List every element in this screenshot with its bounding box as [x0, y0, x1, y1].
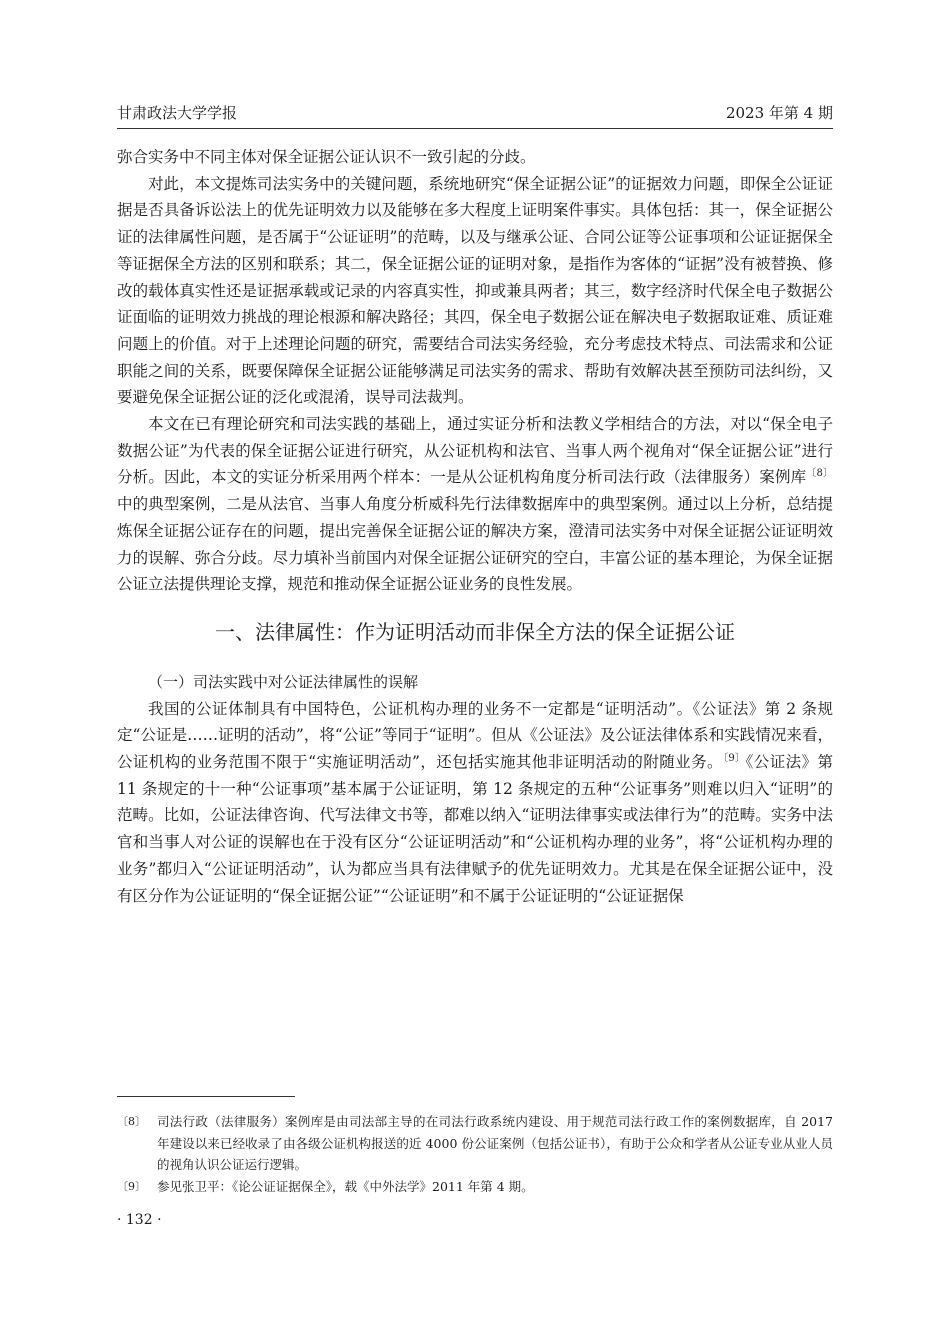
footnote-mark: 〔8〕	[117, 1115, 146, 1128]
paragraph-text: 《公证法》第 11 条规定的十一种“公证事项”基本属于公证证明，第 12 条规定的五种“公证事务”则难以归入“证明”的范畴。比如，公证法律咨询、代写法律文书等，都难以纳入“证明法律事实或法律行为”的范畴。实务中法官和当事人对公证的误解也在于没有区分“公证证明活动”和“公证机构办理的业务”，将“公证机构办理的业务”都归入“公证证明活动”，认为都应当具有法律赋予的优先证明效力。尤其是在保全证据公证中，没有区分作为公证证明的“保全证据公证”“公证证明”和不属于公证证明的“公证证据保	[117, 753, 833, 905]
footnote-divider	[117, 1096, 295, 1097]
journal-title: 甘肃政法大学学报	[117, 104, 238, 122]
issue-label: 2023 年第 4 期	[725, 104, 833, 122]
page-number: · 132 ·	[117, 1212, 162, 1228]
footnote-text: 司法行政（法律服务）案例库是由司法部主导的在司法行政系统内建设、用于规范司法行政工作的案例数据库，自 2017 年建设以来已经收录了由各级公证机构报送的近 4000 份公证案例（包括公证书），有助于公众和学者从公证专业从业人员的视角认识公证运行逻辑。	[157, 1114, 833, 1172]
paragraph-research-scope: 对此，本文提炼司法实务中的关键问题，系统地研究“保全证据公证”的证据效力问题，即保全公证证据是否具备诉讼法上的优先证明效力以及能够在多大程度上证明案件事实。具体包括：其一，保全证据公证的法律属性问题，是否属于“公证证明”的范畴，以及与继承公证、合同公证等公证事项和公证证据保全等证据保全方法的区别和联系；其二，保全证据公证的证明对象，是指作为客体的“证据”没有被替换、修改的载体真实性还是证据承载或记录的内容真实性，抑或兼具两者；其三，数字经济时代保全电子数据公证面临的证明效力挑战的理论根源和解决路径；其四，保全电子数据公证在解决电子数据取证难、质证难问题上的价值。对于上述理论问题的研究，需要结合司法实务经验，充分考虑技术特点、司法需求和公证职能之间的关系，既要保障保全证据公证能够满足司法实务的需求、帮助有效解决甚至预防司法纠纷，又要避免保全证据公证的泛化或混淆，误导司法裁判。	[117, 174, 833, 407]
footnote-mark: 〔9〕	[117, 1179, 146, 1193]
paragraph-notary-system	[117, 696, 833, 910]
footnote-reference[interactable]: 〔8〕	[806, 468, 833, 480]
running-header	[117, 102, 833, 129]
footnote-text: 参见张卫平：《论公证证据保全》，载《中外法学》2011 年第 4 期。	[157, 1178, 534, 1194]
paragraph-text: 中的典型案例，二是从法官、当事人角度分析威科先行法律数据库中的典型案例。通过以上分析，总结提炼保全证据公证存在的问题，提出完善保全证据公证的解决方案，澄清司法实务中对保全证据公证证明效力的误解、弥合分歧。尽力填补当前国内对保全证据公证研究的空白，丰富公证的基本理论，为保全证据公证立法提供理论支撑，规范和推动保全证据公证业务的良性发展。	[117, 495, 833, 594]
footnote-item	[117, 1111, 833, 1176]
footnotes	[117, 1111, 833, 1197]
paragraph-text: 我国的公证体制具有中国特色，公证机构办理的业务不一定都是“证明活动”。《公证法》第 2 条规定“公证是……证明的活动”，将“公证”等同于“证明”。但从《公证法》及公证法律体系和实践情况来看，公证机构的业务范围不限于“实施证明活动”，还包括实施其他非证明活动的附随业务。	[117, 699, 833, 772]
footnote-reference[interactable]: 〔9〕	[722, 752, 746, 764]
subsection-heading: （一）司法实践中对公证法律属性的误解	[148, 672, 419, 691]
footnote-item	[117, 1176, 833, 1198]
paragraph-continuation: 弥合实务中不同主体对保全证据公证认识不一致引起的分歧。	[117, 148, 536, 166]
paragraph-methodology	[117, 411, 833, 598]
paragraph-text: 本文在已有理论研究和司法实践的基础上，通过实证分析和法教义学相结合的方法，对以“保全电子数据公证”为代表的保全证据公证进行研究，从公证机构和法官、当事人两个视角对“保全证据公证”进行分析。因此，本文的实证分析采用两个样本：一是从公证机构角度分析司法行政（法律服务）案例库	[117, 415, 833, 487]
section-heading: 一、法律属性：作为证明活动而非保全方法的保全证据公证	[215, 619, 735, 644]
body-text	[117, 144, 833, 909]
